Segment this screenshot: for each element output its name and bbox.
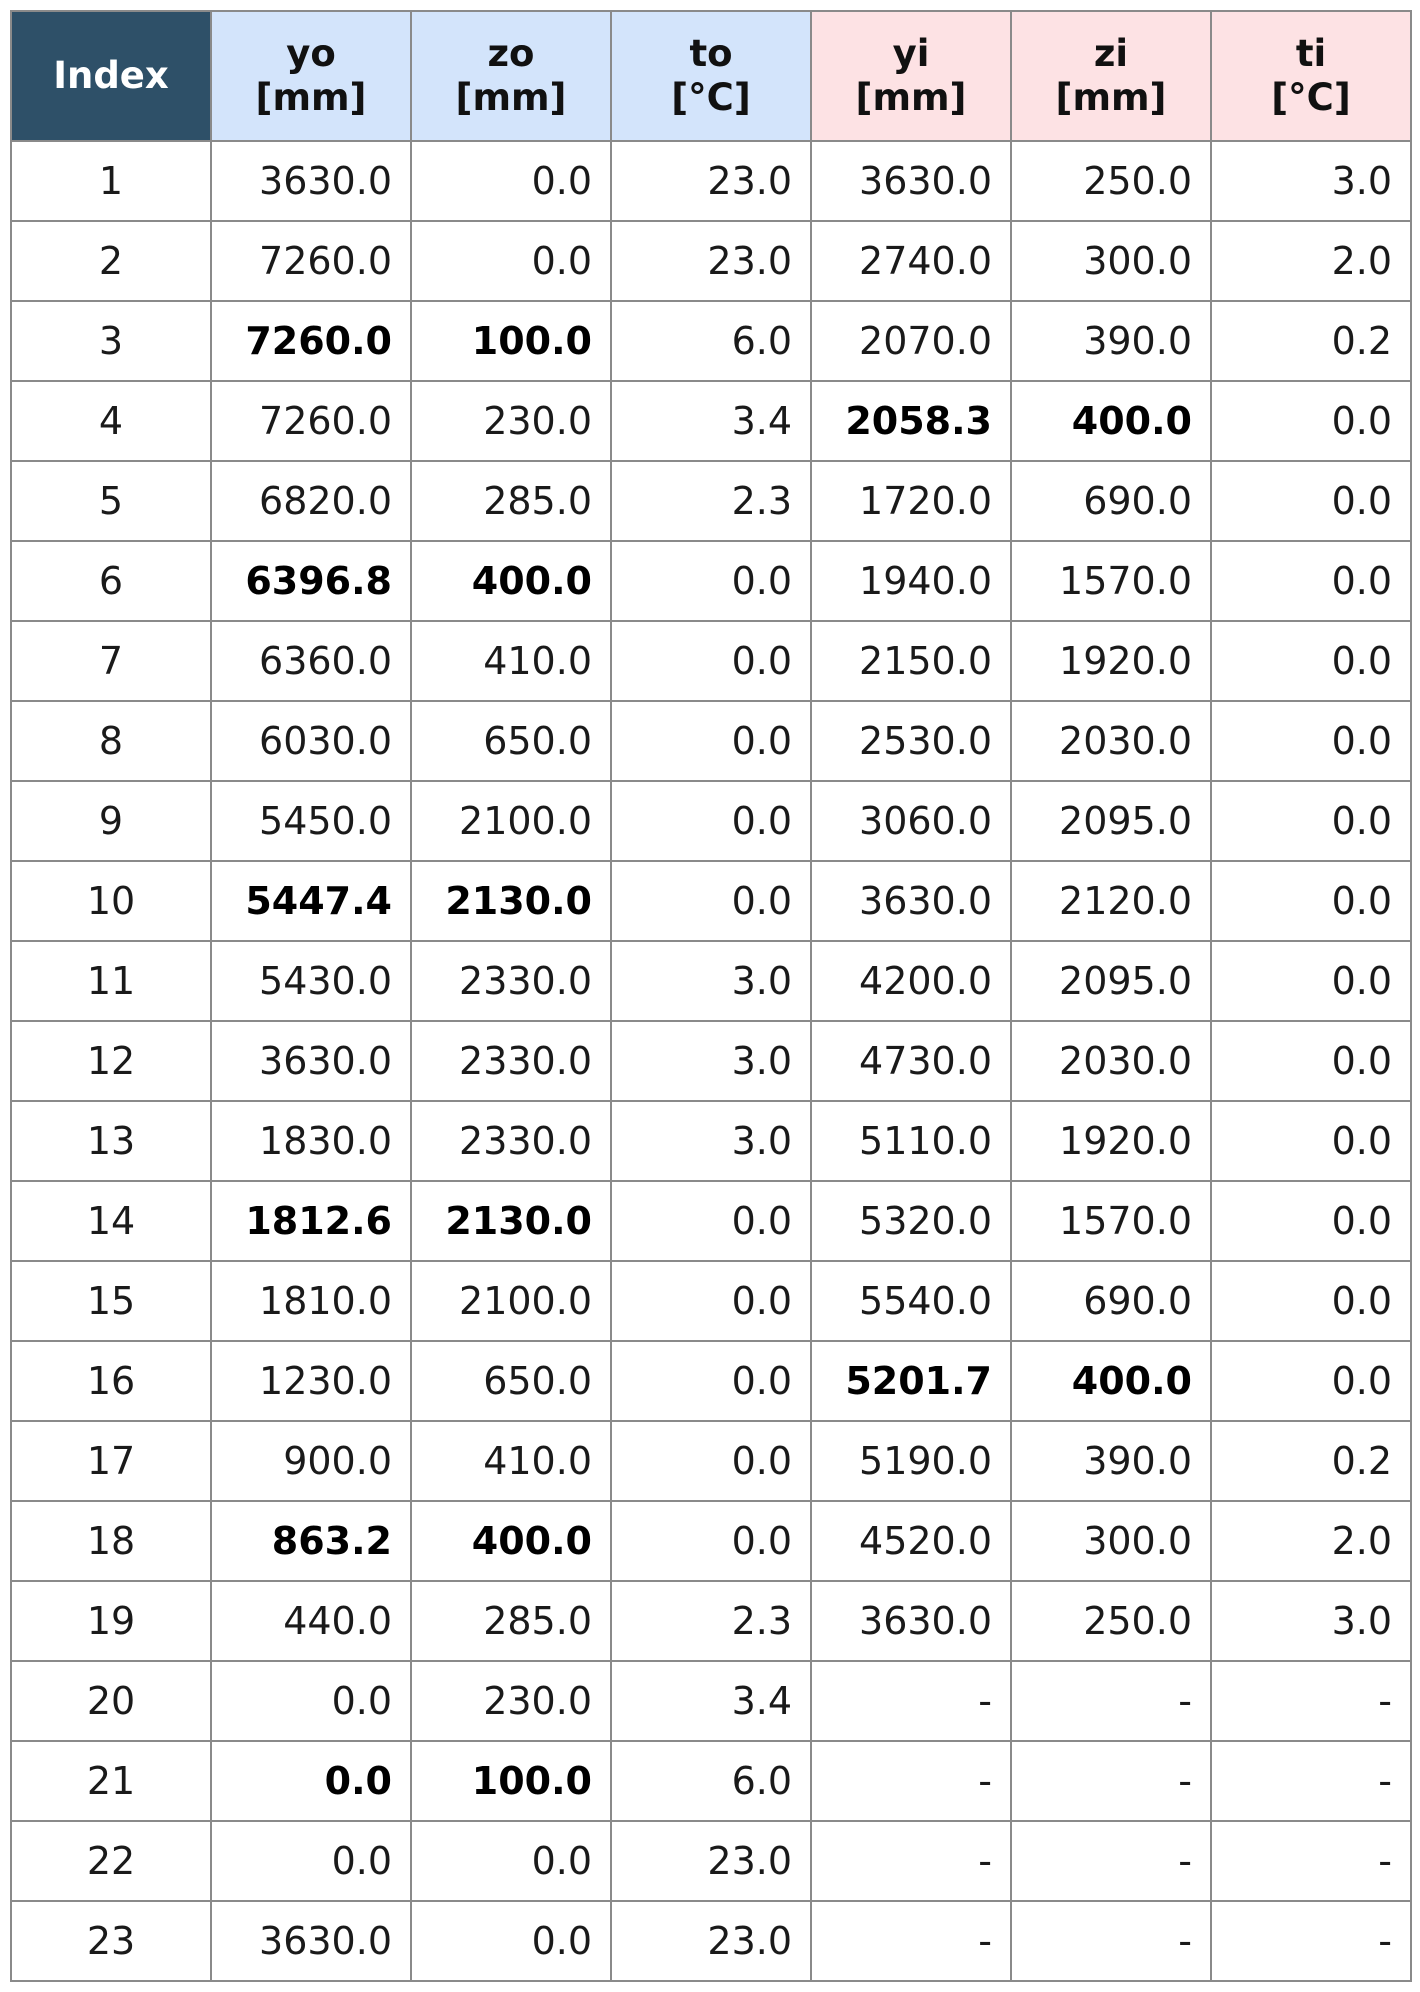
- cell-ti: 0.0: [1211, 1341, 1411, 1421]
- table-row: [11, 381, 1411, 461]
- cell-zi: 300.0: [1011, 1501, 1211, 1581]
- column-header-name: yi: [892, 32, 930, 75]
- cell-yi: 2070.0: [811, 301, 1011, 381]
- table-body: [11, 141, 1411, 1981]
- cell-zi: 1920.0: [1011, 621, 1211, 701]
- cell-ti: 3.0: [1211, 1581, 1411, 1661]
- cell-yo: 5430.0: [211, 941, 411, 1021]
- cell-yo: 6396.8: [211, 541, 411, 621]
- header-row: [11, 11, 1411, 141]
- cell-to: 23.0: [611, 141, 811, 221]
- cell-yo: 0.0: [211, 1741, 411, 1821]
- cell-yi: 4200.0: [811, 941, 1011, 1021]
- cell-ti: 0.0: [1211, 941, 1411, 1021]
- cell-index: 23: [11, 1901, 211, 1981]
- cell-yo: 440.0: [211, 1581, 411, 1661]
- cell-yo: 5450.0: [211, 781, 411, 861]
- table-row: [11, 701, 1411, 781]
- cell-yo: 7260.0: [211, 381, 411, 461]
- cell-zi: 300.0: [1011, 221, 1211, 301]
- cell-zo: 285.0: [411, 1581, 611, 1661]
- cell-zi: -: [1011, 1821, 1211, 1901]
- cell-to: 0.0: [611, 541, 811, 621]
- column-header-unit: [°C]: [1271, 76, 1351, 119]
- column-header-index: [11, 11, 211, 141]
- cell-index: 10: [11, 861, 211, 941]
- column-header-yi: [811, 11, 1011, 141]
- cell-ti: -: [1211, 1901, 1411, 1981]
- table-row: [11, 1581, 1411, 1661]
- cell-ti: 3.0: [1211, 141, 1411, 221]
- cell-to: 0.0: [611, 1421, 811, 1501]
- cell-yo: 6820.0: [211, 461, 411, 541]
- cell-to: 0.0: [611, 781, 811, 861]
- cell-yi: 4730.0: [811, 1021, 1011, 1101]
- cell-zo: 230.0: [411, 381, 611, 461]
- cell-yi: 3630.0: [811, 141, 1011, 221]
- cell-zi: 400.0: [1011, 381, 1211, 461]
- cell-index: 20: [11, 1661, 211, 1741]
- cell-yo: 3630.0: [211, 1021, 411, 1101]
- table-row: [11, 1101, 1411, 1181]
- cell-yo: 900.0: [211, 1421, 411, 1501]
- cell-yo: 1230.0: [211, 1341, 411, 1421]
- cell-zo: 650.0: [411, 701, 611, 781]
- column-header-yo: [211, 11, 411, 141]
- cell-zi: 250.0: [1011, 1581, 1211, 1661]
- cell-index: 3: [11, 301, 211, 381]
- cell-yi: -: [811, 1821, 1011, 1901]
- cell-yi: 4520.0: [811, 1501, 1011, 1581]
- cell-to: 6.0: [611, 1741, 811, 1821]
- cell-index: 19: [11, 1581, 211, 1661]
- cell-index: 11: [11, 941, 211, 1021]
- cell-to: 0.0: [611, 1181, 811, 1261]
- cell-to: 3.0: [611, 1021, 811, 1101]
- cell-ti: 0.0: [1211, 1021, 1411, 1101]
- table-row: [11, 541, 1411, 621]
- column-header-to: [611, 11, 811, 141]
- cell-yi: 5110.0: [811, 1101, 1011, 1181]
- cell-yi: -: [811, 1741, 1011, 1821]
- cell-zi: -: [1011, 1741, 1211, 1821]
- cell-zi: 400.0: [1011, 1341, 1211, 1421]
- table-row: [11, 301, 1411, 381]
- cell-zi: 1920.0: [1011, 1101, 1211, 1181]
- cell-yi: 2058.3: [811, 381, 1011, 461]
- cell-ti: 0.0: [1211, 381, 1411, 461]
- column-header-unit: [mm]: [255, 76, 367, 119]
- cell-zi: 1570.0: [1011, 541, 1211, 621]
- cell-index: 14: [11, 1181, 211, 1261]
- cell-zo: 100.0: [411, 1741, 611, 1821]
- cell-yi: 1940.0: [811, 541, 1011, 621]
- cell-ti: -: [1211, 1661, 1411, 1741]
- cell-to: 3.4: [611, 381, 811, 461]
- cell-index: 21: [11, 1741, 211, 1821]
- cell-yi: 2150.0: [811, 621, 1011, 701]
- cell-to: 2.3: [611, 461, 811, 541]
- cell-index: 9: [11, 781, 211, 861]
- cell-zo: 0.0: [411, 1821, 611, 1901]
- cell-index: 17: [11, 1421, 211, 1501]
- cell-ti: 0.0: [1211, 861, 1411, 941]
- cell-yo: 3630.0: [211, 1901, 411, 1981]
- cell-zi: 250.0: [1011, 141, 1211, 221]
- cell-zi: 390.0: [1011, 1421, 1211, 1501]
- cell-zo: 410.0: [411, 621, 611, 701]
- cell-yi: 3060.0: [811, 781, 1011, 861]
- cell-zo: 2130.0: [411, 1181, 611, 1261]
- cell-index: 7: [11, 621, 211, 701]
- cell-ti: -: [1211, 1741, 1411, 1821]
- cell-zi: 2120.0: [1011, 861, 1211, 941]
- cell-zi: 690.0: [1011, 1261, 1211, 1341]
- cell-index: 1: [11, 141, 211, 221]
- cell-yi: 3630.0: [811, 1581, 1011, 1661]
- cell-zo: 230.0: [411, 1661, 611, 1741]
- cell-to: 0.0: [611, 621, 811, 701]
- cell-zi: 390.0: [1011, 301, 1211, 381]
- column-header-unit: [mm]: [455, 76, 567, 119]
- column-header-name: to: [689, 32, 733, 75]
- table-row: [11, 781, 1411, 861]
- table-row: [11, 1661, 1411, 1741]
- column-header-unit: [mm]: [1055, 76, 1167, 119]
- cell-zi: 2030.0: [1011, 1021, 1211, 1101]
- cell-to: 23.0: [611, 1821, 811, 1901]
- cell-index: 16: [11, 1341, 211, 1421]
- cell-index: 8: [11, 701, 211, 781]
- coordinates-table: [10, 10, 1412, 1982]
- table-row: [11, 461, 1411, 541]
- cell-zo: 0.0: [411, 141, 611, 221]
- cell-yo: 5447.4: [211, 861, 411, 941]
- cell-yo: 1810.0: [211, 1261, 411, 1341]
- cell-yi: 5320.0: [811, 1181, 1011, 1261]
- cell-zo: 2330.0: [411, 1021, 611, 1101]
- column-header-name: yo: [286, 32, 336, 75]
- cell-to: 3.0: [611, 1101, 811, 1181]
- cell-yi: 5190.0: [811, 1421, 1011, 1501]
- cell-ti: 0.0: [1211, 701, 1411, 781]
- cell-zo: 650.0: [411, 1341, 611, 1421]
- cell-yi: -: [811, 1661, 1011, 1741]
- cell-zo: 2330.0: [411, 941, 611, 1021]
- column-header-zo: [411, 11, 611, 141]
- cell-ti: 0.0: [1211, 621, 1411, 701]
- cell-ti: 0.0: [1211, 1181, 1411, 1261]
- cell-index: 12: [11, 1021, 211, 1101]
- cell-zi: 2095.0: [1011, 941, 1211, 1021]
- table-row: [11, 1261, 1411, 1341]
- cell-yo: 863.2: [211, 1501, 411, 1581]
- cell-zo: 2130.0: [411, 861, 611, 941]
- cell-to: 0.0: [611, 861, 811, 941]
- cell-zo: 285.0: [411, 461, 611, 541]
- cell-to: 2.3: [611, 1581, 811, 1661]
- cell-to: 0.0: [611, 701, 811, 781]
- cell-to: 0.0: [611, 1341, 811, 1421]
- table-row: [11, 1821, 1411, 1901]
- table-row: [11, 1901, 1411, 1981]
- cell-yo: 6360.0: [211, 621, 411, 701]
- coordinates-table-container: [10, 10, 1412, 1982]
- table-row: [11, 1501, 1411, 1581]
- column-header-name: Index: [53, 54, 169, 97]
- cell-zi: -: [1011, 1901, 1211, 1981]
- cell-index: 18: [11, 1501, 211, 1581]
- cell-yo: 6030.0: [211, 701, 411, 781]
- cell-zi: 1570.0: [1011, 1181, 1211, 1261]
- cell-index: 5: [11, 461, 211, 541]
- table-row: [11, 621, 1411, 701]
- cell-yi: 5201.7: [811, 1341, 1011, 1421]
- column-header-name: zo: [487, 32, 535, 75]
- cell-to: 6.0: [611, 301, 811, 381]
- cell-yi: 3630.0: [811, 861, 1011, 941]
- table-row: [11, 1341, 1411, 1421]
- column-header-name: zi: [1093, 32, 1129, 75]
- column-header-zi: [1011, 11, 1211, 141]
- table-header: [11, 11, 1411, 141]
- table-row: [11, 941, 1411, 1021]
- cell-to: 23.0: [611, 221, 811, 301]
- cell-index: 4: [11, 381, 211, 461]
- cell-ti: 0.0: [1211, 461, 1411, 541]
- cell-yi: 2530.0: [811, 701, 1011, 781]
- cell-ti: 0.0: [1211, 541, 1411, 621]
- column-header-name: ti: [1295, 32, 1327, 75]
- cell-zi: 690.0: [1011, 461, 1211, 541]
- table-row: [11, 1021, 1411, 1101]
- cell-yo: 7260.0: [211, 301, 411, 381]
- table-row: [11, 221, 1411, 301]
- cell-yi: 1720.0: [811, 461, 1011, 541]
- cell-zo: 2100.0: [411, 781, 611, 861]
- cell-ti: 2.0: [1211, 221, 1411, 301]
- cell-to: 3.0: [611, 941, 811, 1021]
- cell-to: 0.0: [611, 1501, 811, 1581]
- cell-yo: 1830.0: [211, 1101, 411, 1181]
- cell-yo: 3630.0: [211, 141, 411, 221]
- cell-yi: 2740.0: [811, 221, 1011, 301]
- cell-yo: 0.0: [211, 1821, 411, 1901]
- cell-zo: 400.0: [411, 541, 611, 621]
- cell-to: 3.4: [611, 1661, 811, 1741]
- cell-index: 15: [11, 1261, 211, 1341]
- cell-zi: -: [1011, 1661, 1211, 1741]
- cell-index: 22: [11, 1821, 211, 1901]
- cell-yi: -: [811, 1901, 1011, 1981]
- cell-index: 6: [11, 541, 211, 621]
- cell-ti: -: [1211, 1821, 1411, 1901]
- cell-ti: 0.2: [1211, 301, 1411, 381]
- cell-ti: 0.2: [1211, 1421, 1411, 1501]
- cell-to: 0.0: [611, 1261, 811, 1341]
- cell-zi: 2030.0: [1011, 701, 1211, 781]
- cell-index: 13: [11, 1101, 211, 1181]
- cell-zo: 100.0: [411, 301, 611, 381]
- cell-yi: 5540.0: [811, 1261, 1011, 1341]
- cell-zo: 400.0: [411, 1501, 611, 1581]
- column-header-unit: [°C]: [671, 76, 751, 119]
- cell-yo: 7260.0: [211, 221, 411, 301]
- cell-zo: 0.0: [411, 221, 611, 301]
- cell-yo: 0.0: [211, 1661, 411, 1741]
- table-row: [11, 1421, 1411, 1501]
- cell-zo: 0.0: [411, 1901, 611, 1981]
- cell-zo: 2100.0: [411, 1261, 611, 1341]
- cell-ti: 0.0: [1211, 1261, 1411, 1341]
- column-header-unit: [mm]: [855, 76, 967, 119]
- cell-ti: 0.0: [1211, 781, 1411, 861]
- cell-ti: 0.0: [1211, 1101, 1411, 1181]
- cell-index: 2: [11, 221, 211, 301]
- cell-zi: 2095.0: [1011, 781, 1211, 861]
- table-row: [11, 1741, 1411, 1821]
- cell-to: 23.0: [611, 1901, 811, 1981]
- column-header-ti: [1211, 11, 1411, 141]
- table-row: [11, 1181, 1411, 1261]
- table-row: [11, 861, 1411, 941]
- cell-ti: 2.0: [1211, 1501, 1411, 1581]
- cell-yo: 1812.6: [211, 1181, 411, 1261]
- cell-zo: 410.0: [411, 1421, 611, 1501]
- cell-zo: 2330.0: [411, 1101, 611, 1181]
- table-row: [11, 141, 1411, 221]
